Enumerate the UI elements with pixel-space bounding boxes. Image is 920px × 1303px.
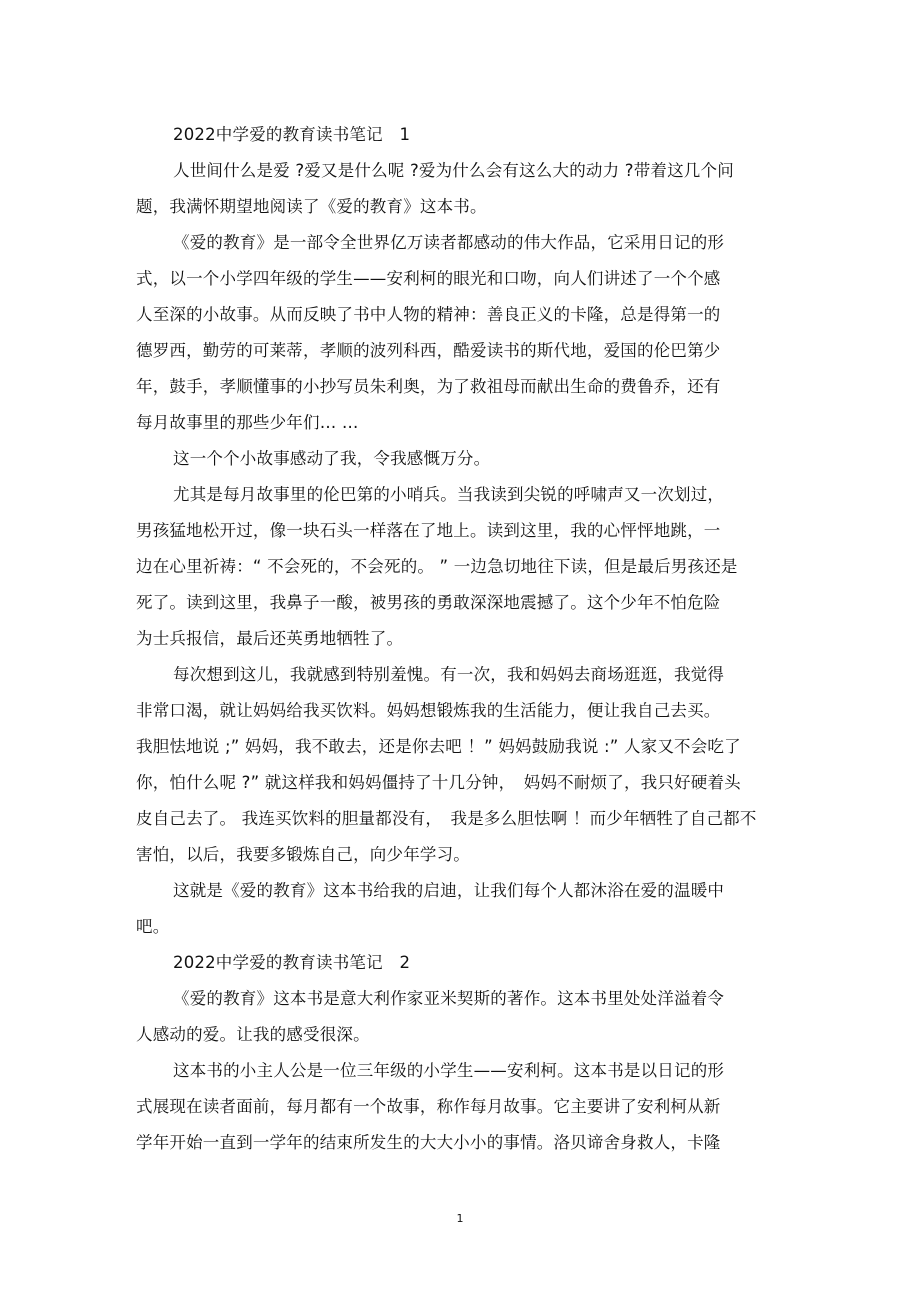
text-line: 每月故事里的那些少年们… …: [136, 413, 359, 432]
text-line: 我胆怯地说 ;” 妈妈，我不敢去，还是你去吧 ！” 妈妈鼓励我说 :” 人家又不会吃了: [136, 737, 741, 756]
text-line: 男孩猛地松开过，像一块石头一样落在了地上。读到这里，我的心怦怦地跳，一: [136, 521, 721, 540]
text-line: 2022中学爱的教育读书笔记 2: [173, 953, 411, 972]
text-line: 非常口渴，就让妈妈给我买饮料。妈妈想锻炼我的生活能力，便让我自己去买。: [136, 701, 721, 720]
text-line: 这就是《爱的教育》这本书给我的启迪，让我们每个人都沐浴在爱的温暖中: [173, 881, 725, 900]
text-line: 式展现在读者面前，每月都有一个故事，称作每月故事。它主要讲了安利柯从新: [136, 1097, 721, 1116]
text-line: 边在心里祈祷：“ 不会死的，不会死的。 ” 一边急切地往下读，但是最后男孩还是: [136, 557, 738, 576]
text-line: 式，以一个小学四年级的学生——安利柯的眼光和口吻，向人们讲述了一个个感: [136, 269, 721, 288]
text-line: 《爱的教育》是一部令全世界亿万读者都感动的伟大作品，它采用日记的形: [173, 233, 725, 252]
text-line: 人感动的爱。让我的感受很深。: [136, 1025, 370, 1044]
text-line: 学年开始一直到一学年的结束所发生的大大小小的事情。洛贝谛舍身救人，卡隆: [136, 1133, 721, 1152]
text-line: 题，我满怀期望地阅读了《爱的教育》这本书。: [136, 197, 487, 216]
text-line: 皮自己去了。 我连买饮料的胆量都没有， 我是多么胆怯啊 ！而少年牺牲了自己都不: [136, 809, 757, 828]
text-line: 每次想到这儿，我就感到特别羞愧。有一次，我和妈妈去商场逛逛，我觉得: [173, 665, 725, 684]
document-body: [136, 117, 786, 1161]
text-line: 害怕，以后，我要多锻炼自己，向少年学习。: [136, 845, 470, 864]
text-line: 尤其是每月故事里的伦巴第的小哨兵。当我读到尖锐的呼啸声又一次划过，: [173, 485, 725, 504]
text-line: 死了。读到这里，我鼻子一酸，被男孩的勇敢深深地震撼了。这个少年不怕危险: [136, 593, 721, 612]
text-line: 为士兵报信，最后还英勇地牺牲了。: [136, 629, 404, 648]
text-line: 这一个个小故事感动了我，令我感慨万分。: [173, 449, 491, 468]
text-line: 2022中学爱的教育读书笔记 1: [173, 125, 411, 144]
text-line: 这本书的小主人公是一位三年级的小学生——安利柯。这本书是以日记的形: [173, 1061, 725, 1080]
text-line: 德罗西，勤劳的可莱蒂，孝顺的波列科西，酷爱读书的斯代地，爱国的伦巴第少: [136, 341, 721, 360]
text-line: 吧。: [136, 917, 170, 936]
text-line: 人至深的小故事。从而反映了书中人物的精神：善良正义的卡隆，总是得第一的: [136, 305, 721, 324]
text-line: 你，怕什么呢 ?” 就这样我和妈妈僵持了十几分钟， 妈妈不耐烦了，我只好硬着头: [136, 773, 741, 792]
page-number: 1: [456, 1212, 464, 1225]
text-line: 《爱的教育》这本书是意大利作家亚米契斯的著作。这本书里处处洋溢着令: [173, 989, 725, 1008]
text-line: 人世间什么是爱 ?爱又是什么呢 ?爱为什么会有这么大的动力 ?带着这几个问: [173, 161, 734, 180]
text-line: 年，鼓手，孝顺懂事的小抄写员朱利奥，为了救祖母而献出生命的费鲁乔，还有: [136, 377, 721, 396]
